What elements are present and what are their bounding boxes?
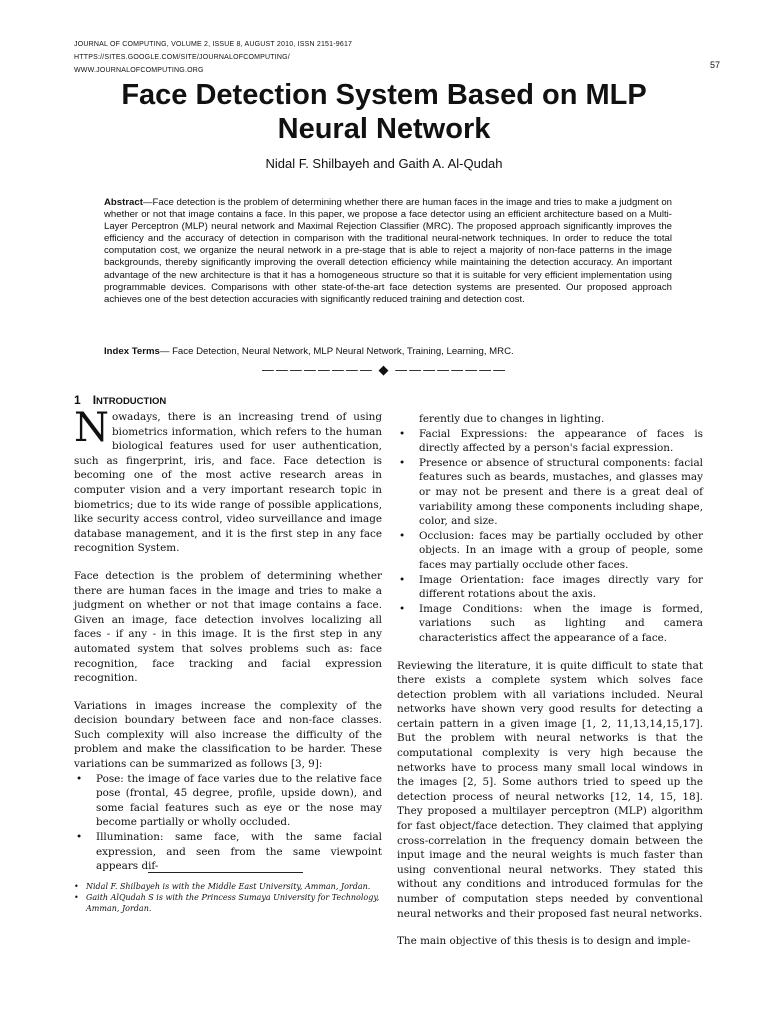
intro-paragraph-2: Face detection is the problem of determining whether there are human faces in the image and tries to make a judgment on whether or not that image contains a face. Given an image, face detection involves localizing all faces - if any - in this image. It is the first step in any automated system that solves problems such as: face recognition, face tracking and facial expression recognition. [74,569,382,685]
footnotes [74,881,394,914]
list-item: • Facial Expressions: the appearance of faces is directly affected by a person's facial expression. [397,427,703,456]
journal-url: HTTPS://SITES.GOOGLE.COM/SITE/JOURNALOFCOMPUTING/ [74,54,290,61]
title-line-2: Neural Network [277,113,491,145]
objective-paragraph: The main objective of this thesis is to design and imple- [397,935,691,948]
abstract-text: —Face detection is the problem of determining whether there are human faces in the image and tries to make a judgment on whether or not that image contains a face. In this paper, we propose a face detector using an efficient architecture based on a Multi-Layer Perceptron (MLP) neural network and Maximal Rejection Classifier (MRC). The proposed approach significantly improves the efficiency and the accuracy of detection in comparison with the traditional neural-network techniques. In order to reduce the total computation cost, we organize the neural network in a pre-stage that is able to reject a majority of non-face patterns in the image backgrounds, thereby significantly improving the overall detection efficiency while maintaining the detection accuracy. An important advantage of the new architecture is that it has a homogeneous structure so that it is suitable for very efficient implementation using programmable devices. Comparisons with other state-of-the-art face detection systems are presented. Our proposed approach achieves one of the best detection accuracies with significantly reduced training and detection cost. [104,197,672,305]
page-number: 57 [709,60,720,70]
bullet-continuation: ferently due to changes in lighting. [419,413,605,425]
list-item: • Pose: the image of face varies due to the relative face pose (frontal, 45 degree, profile, upside down), and some facial features such as eye or the nose may become partially or wholly occluded. [74,772,382,830]
variation-list-left [74,772,382,874]
footnote-divider [148,872,303,873]
footnote-item: • Nidal F. Shilbayeh is with the Middle East University, Amman, Jordan. [74,881,394,892]
list-item: • Illumination: same face, with the same facial expression, and seen from the same viewpoint appears dif- [74,830,382,874]
journal-line: JOURNAL OF COMPUTING, VOLUME 2, ISSUE 8, AUGUST 2010, ISSN 2151-9617 [74,41,353,48]
journal-header [74,38,352,77]
right-column [397,412,703,949]
journal-website: WWW.JOURNALOFCOMPUTING.ORG [74,67,204,74]
index-terms-text: — Face Detection, Neural Network, MLP Neural Network, Training, Learning, MRC. [159,346,514,357]
section-number: 1 [74,393,81,407]
list-item: • Image Conditions: when the image is formed, variations such as lighting and camera characteristics affect the appearance of a face. [397,602,703,646]
paper-title [60,78,708,146]
left-column [74,405,382,874]
list-item: • Image Orientation: face images directly vary for different rotations about the axis. [397,573,703,602]
authors: Nidal F. Shilbayeh and Gaith A. Al-Qudah [265,156,503,171]
list-item: • Presence or absence of structural components: facial features such as beards, mustaches, and glasses may or may not be present and there is a great deal of variability among these components including shape, color, and size. [397,456,703,529]
footnote-item: • Gaith AlQudah S is with the Princess Sumaya University for Technology, Amman, Jordan. [74,892,394,914]
intro-paragraph-3: Variations in images increase the complexity of the decision boundary between face and non-face classes. Such complexity will also increase the difficulty of the problem and make the classification to be harder. These variations can be summarized as follows [3, 9]: [74,699,382,771]
section-title-initial: I [92,393,97,407]
list-item: • Occlusion: faces may be partially occluded by other objects. In an image with a group of people, some faces may partially occlude other faces. [397,529,703,573]
abstract [104,197,672,306]
intro-paragraph-1-text: owadays, there is an increasing trend of using biometrics information, which refers to the human biological features used for user authentication, such as fingerprint, iris, and face. Face detection is becoming one of the most active research areas in computer vision and a very important research topic in biometrics; due to its wide range of possible applications, like security access control, video surveillance and image database management, and it is the first step in any face recognition System. [74,411,382,555]
section-separator: ———————— ◆ ———————— [261,363,507,378]
literature-review-paragraph: Reviewing the literature, it is quite difficult to state that there exists a complete system which solves face detection problem with all variations included. Neural networks have shown very good results for detecting a certain pattern in a given image [1, 2, 11,13,14,15,17]. But the problem with neural networks is that the computational complexity is very high because the networks have to process many small local windows in the images [2, 5]. Some authors tried to speed up the detection process of neural networks [12, 14, 15, 18]. They proposed a multilayer perceptron (MLP) algorithm for fast object/face detection. They claimed that applying cross-correlation in the frequency domain between the input image and the neural weights is much faster than using conventional neural networks. They stated this without any conditions and introduced formulas for the number of computation steps needed by conventional neural networks and their proposed fast neural networks. [397,659,703,920]
abstract-label: Abstract [104,197,143,208]
index-terms [104,346,672,358]
section-title-rest: NTRODUCTION [96,396,167,407]
intro-paragraph-1 [74,405,382,556]
variation-list-right [397,427,703,646]
drop-cap: N [74,405,109,451]
index-terms-label: Index Terms [104,346,160,357]
title-line-1: Face Detection System Based on MLP [121,79,647,111]
